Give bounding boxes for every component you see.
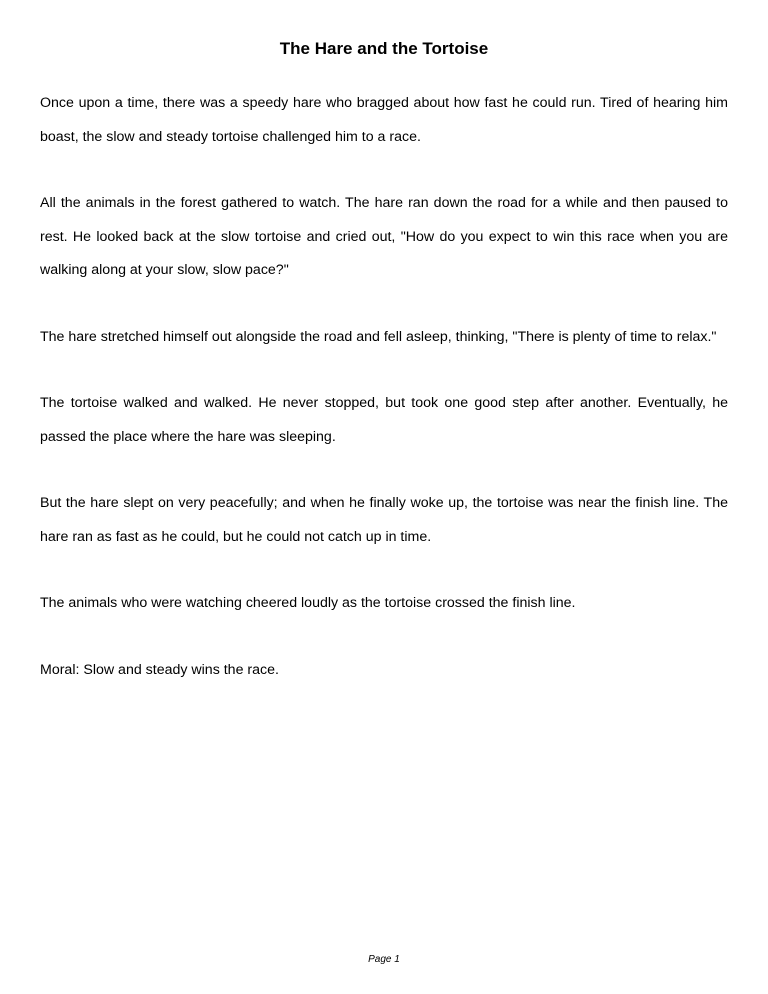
page-number: Page 1 xyxy=(368,954,400,965)
document-body xyxy=(40,87,728,720)
paragraph-1: Once upon a time, there was a speedy hare who bragged about how fast he could run. Tired of hearing him boast, the slow and steady tortoise challenged him to a race. xyxy=(40,95,728,145)
paragraph-4: The tortoise walked and walked. He never stopped, but took one good step after another. Eventually, he passed the place where the hare was sleeping. xyxy=(40,395,728,445)
paragraph-6: The animals who were watching cheered loudly as the tortoise crossed the finish line. xyxy=(40,595,576,611)
paragraph-5: But the hare slept on very peacefully; and when he finally woke up, the tortoise was near the finish line. The hare ran as fast as he could, but he could not catch up in time. xyxy=(40,495,728,545)
document-title: The Hare and the Tortoise xyxy=(279,39,489,58)
paragraph-2: All the animals in the forest gathered to watch. The hare ran down the road for a while and then paused to rest. He looked back at the slow tortoise and cried out, "How do you expect to win this race when you are walking along at your slow, slow pace?" xyxy=(40,195,728,278)
moral-paragraph: Moral: Slow and steady wins the race. xyxy=(40,661,279,678)
paragraph-3: The hare stretched himself out alongside the road and fell asleep, thinking, "There is plenty of time to relax." xyxy=(40,328,717,345)
